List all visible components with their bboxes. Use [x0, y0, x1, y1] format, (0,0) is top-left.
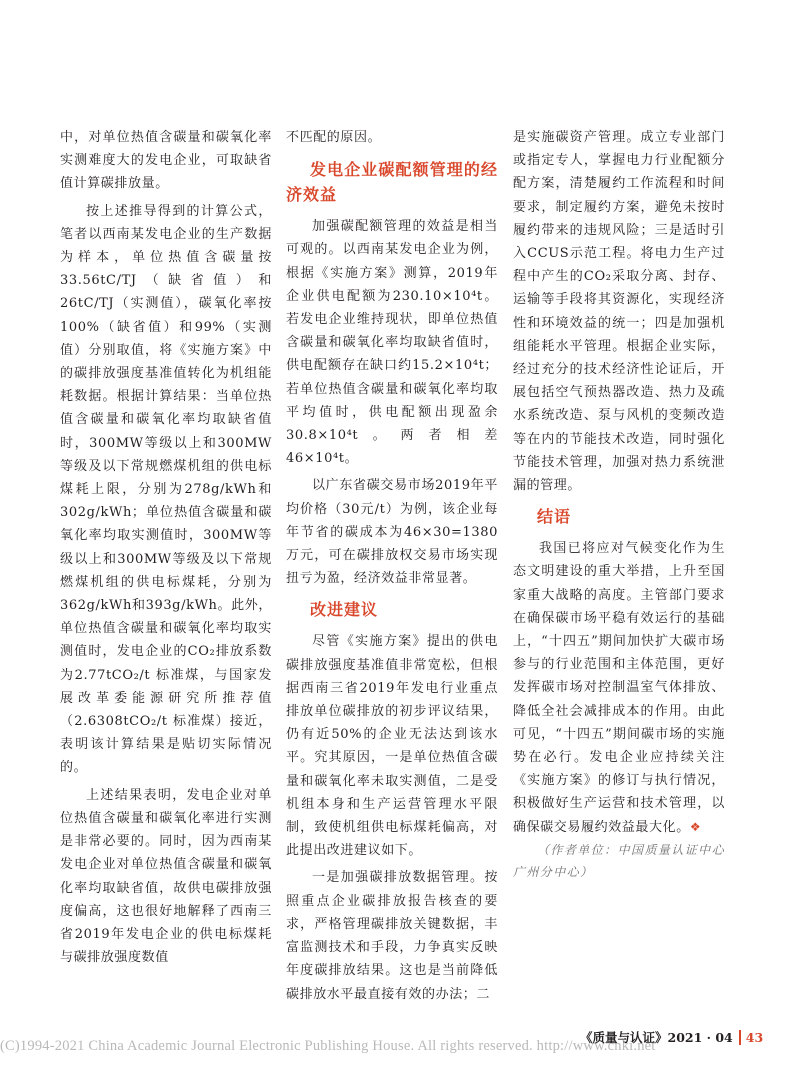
page-number: 43: [739, 1030, 763, 1045]
paragraph: 中，对单位热值含碳量和碳氧化率实测难度大的发电企业，可取缺省值计算碳排放量。: [60, 130, 272, 192]
copyright-watermark: (C)1994-2021 China Academic Journal Electronic Publishing House. All rights reserved. http://www.cnki.net: [0, 1038, 656, 1054]
paragraph: 加强碳配额管理的效益是相当可观的。以西南某发电企业为例，根据《实施方案》测算，2019年企业供电配额为230.10×10⁴t。若发电企业维持现状，即单位热值含碳量和碳氧化率均取缺省值时，供电配额存在缺口约15.2×10⁴t；若单位热值含碳量和碳氧化率均取平均值时，供电配额出现盈余30.8×10⁴t。两者相差46×10⁴t。: [286, 219, 498, 467]
paragraph: [513, 537, 725, 839]
section-heading-suggestions: 改进建议: [310, 600, 379, 620]
paragraph: 上述结果表明，发电企业对单位热值含碳量和碳氧化率进行实测是非常必要的。同时，因为西南某发电企业对单位热值含碳量和碳氧化率均取缺省值，故供电碳排放强度偏高，这也很好地解释了西南三省2019年发电企业的供电标煤耗与碳排放强度数值: [60, 787, 272, 966]
paragraph-text: 我国已将应对气候变化作为生态文明建设的重大举措，上升至国家重大战略的高度。主管部门要求在确保碳市场平稳有效运行的基础上，“十四五”期间加快扩大碳市场参与的行业范围和主体范围，更好发挥碳市场对控制温室气体排放、降低全社会减排成本的作用。由此可见，“十四五”期间碳市场的实施势在必行。发电企业应持续关注《实施方案》的修订与执行情况，积极做好生产运营和技术管理，以确保碳交易履约效益最大化。: [513, 541, 725, 835]
section-heading-economic-benefit: 发电企业碳配额管理的经济效益: [286, 160, 498, 205]
author-affiliation: （作者单位：中国质量认证中心广州分中心）: [513, 842, 725, 879]
column-left: [60, 126, 272, 969]
paragraph: 不匹配的原因。: [286, 130, 382, 145]
page-footer: [580, 1028, 763, 1046]
column-right: [513, 126, 725, 883]
section-heading-conclusion: 结语: [537, 507, 572, 527]
paragraph: 是实施碳资产管理。成立专业部门或指定专人，掌握电力行业配额分配方案，清楚履约工作流程和时间要求，制定履约方案，避免未按时履约带来的违规风险；三是适时引入CCUS示范工程。将电力生产过程中产生的CO₂采取分离、封存、运输等手段将其资源化，实现经济性和环境效益的统一；四是加强机组能耗水平管理。根据企业实际，经过充分的技术经济性论证后，开展包括空气预热器改造、热力及疏水系统改造、泵与风机的变频改造等在内的节能技术改造，同时强化节能技术管理，加强对热力系统泄漏的管理。: [513, 130, 725, 494]
journal-name: 《质量与认证》2021 · 04: [580, 1030, 733, 1045]
paragraph: 以广东省碳交易市场2019年平均价格（30元/t）为例，该企业每年节省的碳成本为46×30=1380万元，可在碳排放权交易市场实现扭亏为盈，经济效益非常显著。: [286, 478, 498, 587]
paragraph: 一是加强碳排放数据管理。按照重点企业碳排放报告核查的要求，严格管理碳排放关键数据，丰富监测技术和手段，力争真实反映年度碳排放结果。这也是当前降低碳排放水平最直接有效的办法；二: [286, 870, 498, 1002]
paragraph: 按上述推导得到的计算公式，笔者以西南某发电企业的生产数据为样本，单位热值含碳量按33.56tC/TJ（缺省值）和26tC/TJ（实测值），碳氧化率按100%（缺省值）和99%（实测值）分别取值，将《实施方案》中的碳排放强度基准值转化为机组能耗数据。根据计算结果：当单位热值含碳量和碳氧化率均取缺省值时，300MW等级以上和300MW等级及以下常规燃煤机组的供电标煤耗上限，分别为278g/kWh和302g/kWh；单位热值含碳量和碳氧化率均取实测值时，300MW等级以上和300MW等级及以下常规燃煤机组的供电标煤耗，分别为362g/kWh和393g/kWh。此外，单位热值含碳量和碳氧化率均取实测值时，发电企业的CO₂排放系数为2.77tCO₂/t 标准煤，与国家发展改革委能源研究所推荐值（2.6308tCO₂/t 标准煤）接近，表明该计算结果是贴切实际情况的。: [60, 203, 272, 776]
column-middle: [286, 126, 498, 1006]
end-mark-icon: ❖: [689, 819, 702, 834]
paragraph: 尽管《实施方案》提出的供电碳排放强度基准值非常宽松，但根据西南三省2019年发电行业重点排放单位碳排放的初步评议结果，仍有近50%的企业无法达到该水平。究其原因，一是单位热值含碳量和碳氧化率未取实测值，二是受机组本身和生产运营管理水平限制，致使机组供电标煤耗偏高，对此提出改进建议如下。: [286, 634, 498, 859]
